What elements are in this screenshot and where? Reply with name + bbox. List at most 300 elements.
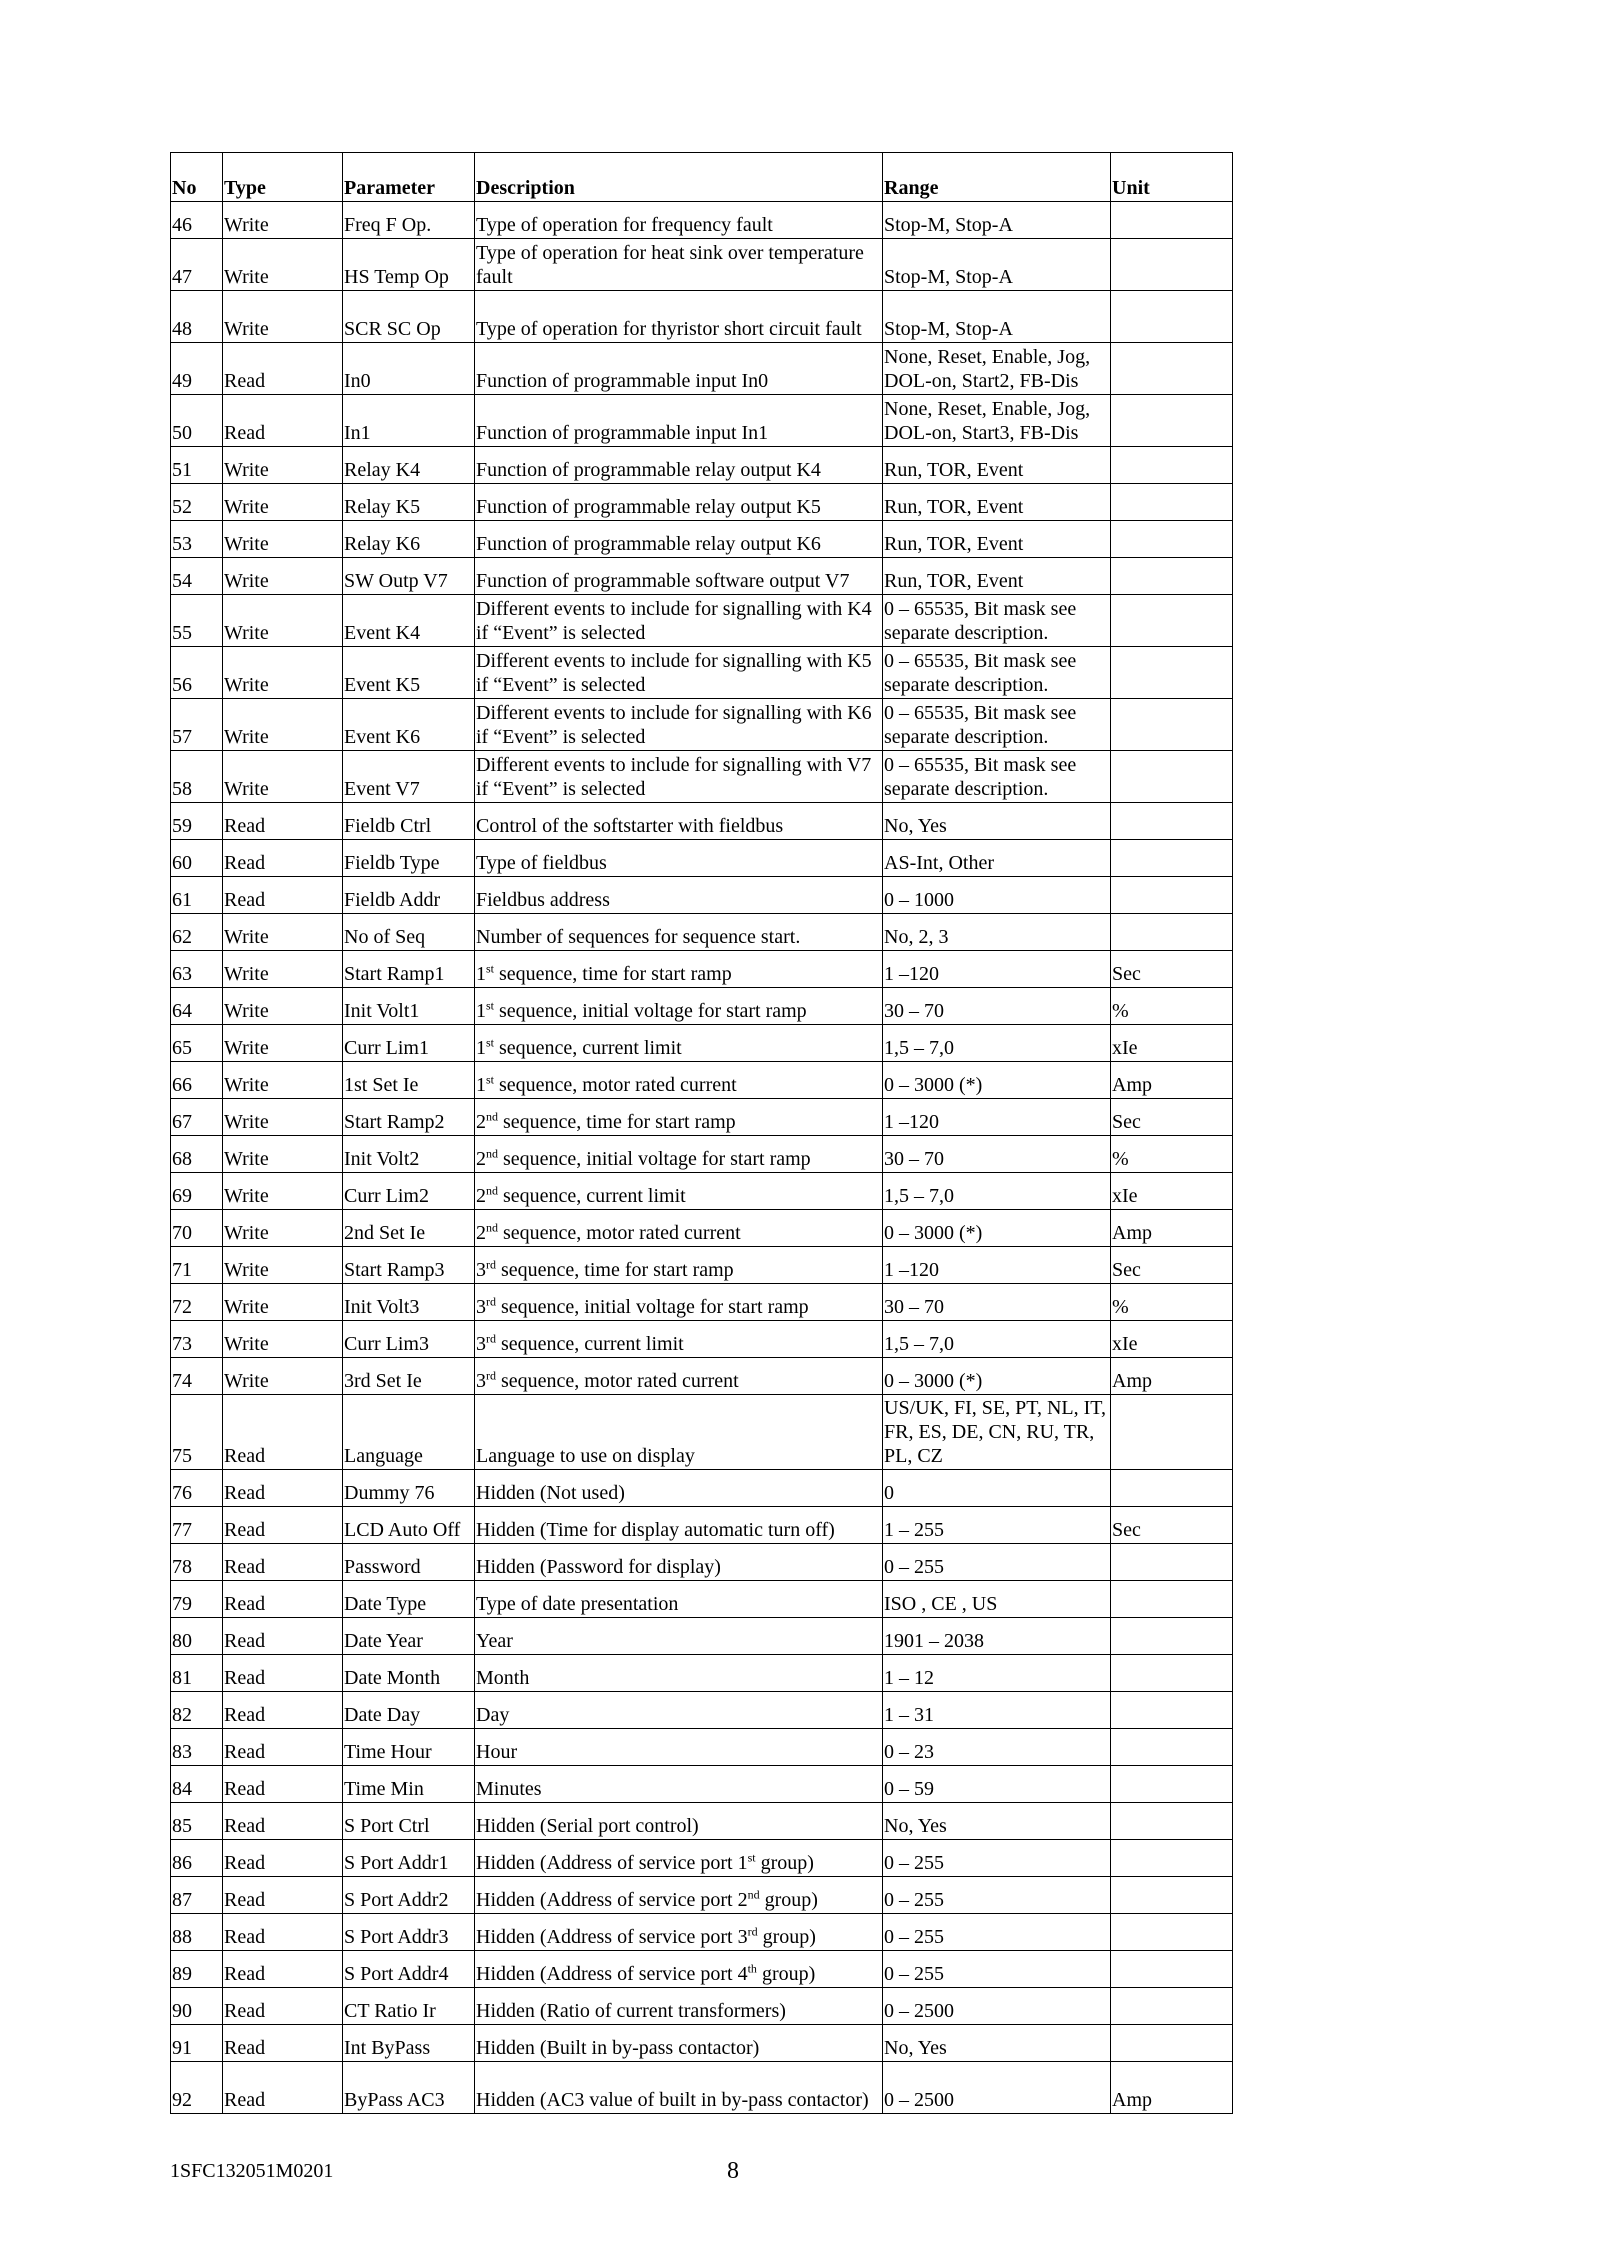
cell-range: 1 –120 bbox=[883, 1247, 1111, 1284]
cell-description: Hour bbox=[475, 1729, 883, 1766]
ordinal-suffix: st bbox=[486, 1072, 495, 1087]
cell-range: 0 – 255 bbox=[883, 1914, 1111, 1951]
cell-type: Read bbox=[223, 395, 343, 447]
cell-description bbox=[475, 1062, 883, 1099]
cell-description: Different events to include for signalling with K4 if “Event” is selected bbox=[475, 595, 883, 647]
ordinal-suffix: th bbox=[747, 1961, 757, 1976]
table-row bbox=[171, 1173, 1233, 1210]
cell-unit bbox=[1111, 343, 1233, 395]
cell-parameter: Fieldb Ctrl bbox=[343, 803, 475, 840]
cell-no: 53 bbox=[171, 521, 223, 558]
ordinal-suffix: nd bbox=[486, 1183, 498, 1198]
cell-type: Write bbox=[223, 1284, 343, 1321]
cell-type: Read bbox=[223, 2062, 343, 2114]
cell-parameter: Date Year bbox=[343, 1618, 475, 1655]
cell-range: 1,5 – 7,0 bbox=[883, 1321, 1111, 1358]
cell-unit: xIe bbox=[1111, 1173, 1233, 1210]
cell-type: Read bbox=[223, 1655, 343, 1692]
cell-unit: xIe bbox=[1111, 1025, 1233, 1062]
table-row bbox=[171, 1247, 1233, 1284]
table-row bbox=[171, 699, 1233, 751]
cell-unit bbox=[1111, 1988, 1233, 2025]
cell-unit bbox=[1111, 803, 1233, 840]
table-row bbox=[171, 395, 1233, 447]
table-row bbox=[171, 1840, 1233, 1877]
description-lead: 3 bbox=[476, 1370, 486, 1392]
cell-parameter: Init Volt2 bbox=[343, 1136, 475, 1173]
cell-no: 89 bbox=[171, 1951, 223, 1988]
description-lead: Hidden (Address of service port 1 bbox=[476, 1852, 748, 1874]
cell-no: 86 bbox=[171, 1840, 223, 1877]
cell-description: Type of operation for heat sink over temperature fault bbox=[475, 239, 883, 291]
cell-type: Read bbox=[223, 1766, 343, 1803]
cell-type: Read bbox=[223, 1877, 343, 1914]
cell-no: 71 bbox=[171, 1247, 223, 1284]
cell-no: 60 bbox=[171, 840, 223, 877]
cell-unit bbox=[1111, 1951, 1233, 1988]
cell-description bbox=[475, 1321, 883, 1358]
cell-no: 57 bbox=[171, 699, 223, 751]
table-row bbox=[171, 1284, 1233, 1321]
header-type: Type bbox=[223, 153, 343, 202]
cell-parameter: Language bbox=[343, 1395, 475, 1470]
cell-unit bbox=[1111, 1803, 1233, 1840]
description-lead: 3 bbox=[476, 1259, 486, 1281]
table-row bbox=[171, 1358, 1233, 1395]
cell-unit bbox=[1111, 1877, 1233, 1914]
cell-parameter: Start Ramp3 bbox=[343, 1247, 475, 1284]
cell-unit bbox=[1111, 699, 1233, 751]
cell-description bbox=[475, 1025, 883, 1062]
cell-range: 1901 – 2038 bbox=[883, 1618, 1111, 1655]
cell-range: Run, TOR, Event bbox=[883, 521, 1111, 558]
table-row bbox=[171, 239, 1233, 291]
cell-description: Hidden (AC3 value of built in by-pass contactor) bbox=[475, 2062, 883, 2114]
table-row bbox=[171, 484, 1233, 521]
cell-no: 78 bbox=[171, 1544, 223, 1581]
header-parameter: Parameter bbox=[343, 153, 475, 202]
cell-range: 0 – 255 bbox=[883, 1877, 1111, 1914]
page-number: 8 bbox=[727, 2158, 739, 2184]
description-text: sequence, current limit bbox=[494, 1037, 682, 1059]
cell-unit: Amp bbox=[1111, 1210, 1233, 1247]
cell-no: 91 bbox=[171, 2025, 223, 2062]
cell-parameter: Event K6 bbox=[343, 699, 475, 751]
cell-type: Read bbox=[223, 1618, 343, 1655]
cell-unit bbox=[1111, 202, 1233, 239]
table-row bbox=[171, 1507, 1233, 1544]
cell-range: No, Yes bbox=[883, 2025, 1111, 2062]
ordinal-suffix: rd bbox=[486, 1331, 496, 1346]
cell-unit: Sec bbox=[1111, 1247, 1233, 1284]
cell-parameter: LCD Auto Off bbox=[343, 1507, 475, 1544]
table-row bbox=[171, 1025, 1233, 1062]
cell-unit bbox=[1111, 1581, 1233, 1618]
table-row bbox=[171, 988, 1233, 1025]
cell-unit bbox=[1111, 1692, 1233, 1729]
cell-unit bbox=[1111, 2025, 1233, 2062]
cell-no: 76 bbox=[171, 1470, 223, 1507]
ordinal-suffix: rd bbox=[486, 1257, 496, 1272]
cell-description: Function of programmable software output V7 bbox=[475, 558, 883, 595]
description-text: sequence, current limit bbox=[496, 1333, 684, 1355]
table-row bbox=[171, 1877, 1233, 1914]
cell-parameter: Relay K5 bbox=[343, 484, 475, 521]
table-row bbox=[171, 447, 1233, 484]
cell-unit bbox=[1111, 239, 1233, 291]
table-row bbox=[171, 1581, 1233, 1618]
cell-unit bbox=[1111, 291, 1233, 343]
cell-unit bbox=[1111, 1395, 1233, 1470]
cell-description: Month bbox=[475, 1655, 883, 1692]
cell-range: Run, TOR, Event bbox=[883, 447, 1111, 484]
cell-description bbox=[475, 988, 883, 1025]
cell-type: Write bbox=[223, 595, 343, 647]
table-row bbox=[171, 1951, 1233, 1988]
cell-range: 0 – 255 bbox=[883, 1840, 1111, 1877]
cell-no: 47 bbox=[171, 239, 223, 291]
table-row bbox=[171, 914, 1233, 951]
cell-range: 0 – 65535, Bit mask see separate description. bbox=[883, 595, 1111, 647]
cell-type: Write bbox=[223, 202, 343, 239]
cell-type: Write bbox=[223, 1136, 343, 1173]
cell-description: Different events to include for signalling with K5 if “Event” is selected bbox=[475, 647, 883, 699]
ordinal-suffix: st bbox=[486, 1035, 495, 1050]
cell-no: 59 bbox=[171, 803, 223, 840]
cell-no: 56 bbox=[171, 647, 223, 699]
header-unit: Unit bbox=[1111, 153, 1233, 202]
cell-type: Read bbox=[223, 1951, 343, 1988]
cell-type: Write bbox=[223, 1247, 343, 1284]
cell-unit bbox=[1111, 647, 1233, 699]
cell-no: 84 bbox=[171, 1766, 223, 1803]
cell-range: 1,5 – 7,0 bbox=[883, 1173, 1111, 1210]
cell-no: 51 bbox=[171, 447, 223, 484]
cell-description bbox=[475, 1840, 883, 1877]
cell-parameter: Start Ramp1 bbox=[343, 951, 475, 988]
cell-no: 88 bbox=[171, 1914, 223, 1951]
cell-description: Different events to include for signalling with K6 if “Event” is selected bbox=[475, 699, 883, 751]
cell-range: 1 –120 bbox=[883, 1099, 1111, 1136]
table-row bbox=[171, 202, 1233, 239]
description-lead: 1 bbox=[476, 1037, 486, 1059]
cell-type: Read bbox=[223, 1729, 343, 1766]
ordinal-suffix: nd bbox=[486, 1220, 498, 1235]
table-row bbox=[171, 1136, 1233, 1173]
cell-no: 90 bbox=[171, 1988, 223, 2025]
ordinal-suffix: st bbox=[486, 998, 495, 1013]
cell-type: Write bbox=[223, 1210, 343, 1247]
cell-parameter: Start Ramp2 bbox=[343, 1099, 475, 1136]
cell-type: Write bbox=[223, 521, 343, 558]
cell-range: 1 – 12 bbox=[883, 1655, 1111, 1692]
cell-parameter: Event K5 bbox=[343, 647, 475, 699]
table-row bbox=[171, 1766, 1233, 1803]
description-text: sequence, initial voltage for start ramp bbox=[494, 1000, 807, 1022]
cell-type: Read bbox=[223, 1507, 343, 1544]
cell-description bbox=[475, 1914, 883, 1951]
cell-parameter: Fieldb Type bbox=[343, 840, 475, 877]
ordinal-suffix: nd bbox=[486, 1109, 498, 1124]
description-text: sequence, initial voltage for start ramp bbox=[498, 1148, 811, 1170]
cell-parameter: No of Seq bbox=[343, 914, 475, 951]
cell-parameter: HS Temp Op bbox=[343, 239, 475, 291]
cell-type: Read bbox=[223, 840, 343, 877]
cell-unit bbox=[1111, 877, 1233, 914]
cell-parameter: S Port Addr2 bbox=[343, 1877, 475, 1914]
cell-description: Type of operation for frequency fault bbox=[475, 202, 883, 239]
description-lead: 1 bbox=[476, 963, 486, 985]
cell-no: 63 bbox=[171, 951, 223, 988]
cell-range: US/UK, FI, SE, PT, NL, IT, FR, ES, DE, CN, RU, TR, PL, CZ bbox=[883, 1395, 1111, 1470]
cell-range: No, 2, 3 bbox=[883, 914, 1111, 951]
cell-unit bbox=[1111, 751, 1233, 803]
cell-description: Minutes bbox=[475, 1766, 883, 1803]
cell-range: None, Reset, Enable, Jog, DOL-on, Start2, FB-Dis bbox=[883, 343, 1111, 395]
cell-unit: Sec bbox=[1111, 1507, 1233, 1544]
cell-parameter: S Port Ctrl bbox=[343, 1803, 475, 1840]
cell-no: 62 bbox=[171, 914, 223, 951]
description-text: group) bbox=[756, 1963, 816, 1985]
cell-type: Write bbox=[223, 699, 343, 751]
cell-no: 70 bbox=[171, 1210, 223, 1247]
cell-unit: % bbox=[1111, 988, 1233, 1025]
table-row bbox=[171, 521, 1233, 558]
cell-unit bbox=[1111, 1766, 1233, 1803]
cell-unit bbox=[1111, 484, 1233, 521]
description-text: sequence, time for start ramp bbox=[498, 1111, 736, 1133]
cell-description bbox=[475, 1099, 883, 1136]
description-text: sequence, motor rated current bbox=[494, 1074, 737, 1096]
cell-type: Write bbox=[223, 914, 343, 951]
description-lead: 2 bbox=[476, 1148, 486, 1170]
cell-range: 0 – 255 bbox=[883, 1951, 1111, 1988]
cell-unit bbox=[1111, 1618, 1233, 1655]
cell-parameter: Fieldb Addr bbox=[343, 877, 475, 914]
cell-range: No, Yes bbox=[883, 803, 1111, 840]
cell-type: Read bbox=[223, 1470, 343, 1507]
cell-type: Write bbox=[223, 1358, 343, 1395]
cell-type: Write bbox=[223, 447, 343, 484]
cell-parameter: In1 bbox=[343, 395, 475, 447]
table-row bbox=[171, 1988, 1233, 2025]
table-row bbox=[171, 1321, 1233, 1358]
cell-no: 52 bbox=[171, 484, 223, 521]
cell-unit: Amp bbox=[1111, 1358, 1233, 1395]
cell-parameter: Date Day bbox=[343, 1692, 475, 1729]
table-row bbox=[171, 1914, 1233, 1951]
cell-parameter: Init Volt3 bbox=[343, 1284, 475, 1321]
cell-description: Function of programmable input In1 bbox=[475, 395, 883, 447]
cell-description: Function of programmable relay output K6 bbox=[475, 521, 883, 558]
cell-no: 66 bbox=[171, 1062, 223, 1099]
table-row bbox=[171, 951, 1233, 988]
cell-range: 0 – 65535, Bit mask see separate description. bbox=[883, 699, 1111, 751]
cell-parameter: In0 bbox=[343, 343, 475, 395]
cell-description bbox=[475, 1247, 883, 1284]
table-body bbox=[171, 202, 1233, 2114]
cell-range: 30 – 70 bbox=[883, 988, 1111, 1025]
cell-range: Run, TOR, Event bbox=[883, 484, 1111, 521]
table-row bbox=[171, 343, 1233, 395]
cell-range: 0 – 65535, Bit mask see separate description. bbox=[883, 647, 1111, 699]
cell-parameter: CT Ratio Ir bbox=[343, 1988, 475, 2025]
cell-range: ISO , CE , US bbox=[883, 1581, 1111, 1618]
cell-no: 46 bbox=[171, 202, 223, 239]
ordinal-suffix: rd bbox=[486, 1294, 496, 1309]
description-text: sequence, time for start ramp bbox=[494, 963, 732, 985]
cell-no: 61 bbox=[171, 877, 223, 914]
description-text: sequence, motor rated current bbox=[498, 1222, 741, 1244]
cell-parameter: Freq F Op. bbox=[343, 202, 475, 239]
cell-no: 72 bbox=[171, 1284, 223, 1321]
ordinal-suffix: st bbox=[486, 961, 495, 976]
cell-parameter: Date Month bbox=[343, 1655, 475, 1692]
description-lead: 1 bbox=[476, 1074, 486, 1096]
cell-description bbox=[475, 1136, 883, 1173]
cell-range: AS-Int, Other bbox=[883, 840, 1111, 877]
cell-range: 1 – 31 bbox=[883, 1692, 1111, 1729]
cell-range: 30 – 70 bbox=[883, 1136, 1111, 1173]
cell-type: Write bbox=[223, 751, 343, 803]
cell-no: 83 bbox=[171, 1729, 223, 1766]
description-lead: 3 bbox=[476, 1296, 486, 1318]
ordinal-suffix: st bbox=[747, 1850, 756, 1865]
cell-range: 0 – 3000 (*) bbox=[883, 1062, 1111, 1099]
cell-type: Read bbox=[223, 1544, 343, 1581]
cell-parameter: Time Min bbox=[343, 1766, 475, 1803]
cell-type: Read bbox=[223, 1395, 343, 1470]
cell-range: 1,5 – 7,0 bbox=[883, 1025, 1111, 1062]
description-lead: Hidden (Address of service port 4 bbox=[476, 1963, 748, 1985]
cell-no: 79 bbox=[171, 1581, 223, 1618]
cell-no: 82 bbox=[171, 1692, 223, 1729]
cell-no: 69 bbox=[171, 1173, 223, 1210]
description-lead: 2 bbox=[476, 1222, 486, 1244]
cell-unit bbox=[1111, 447, 1233, 484]
cell-type: Read bbox=[223, 1988, 343, 2025]
cell-no: 87 bbox=[171, 1877, 223, 1914]
cell-parameter: SCR SC Op bbox=[343, 291, 475, 343]
cell-no: 68 bbox=[171, 1136, 223, 1173]
description-text: sequence, initial voltage for start ramp bbox=[496, 1296, 809, 1318]
table-row bbox=[171, 2025, 1233, 2062]
cell-no: 73 bbox=[171, 1321, 223, 1358]
cell-no: 92 bbox=[171, 2062, 223, 2114]
table-row bbox=[171, 1395, 1233, 1470]
cell-parameter: Init Volt1 bbox=[343, 988, 475, 1025]
cell-type: Read bbox=[223, 1840, 343, 1877]
cell-range: 0 – 255 bbox=[883, 1544, 1111, 1581]
cell-unit: Sec bbox=[1111, 951, 1233, 988]
cell-type: Write bbox=[223, 988, 343, 1025]
document-id: 1SFC132051M0201 bbox=[170, 2160, 334, 2182]
cell-parameter: 1st Set Ie bbox=[343, 1062, 475, 1099]
cell-description bbox=[475, 951, 883, 988]
cell-range: No, Yes bbox=[883, 1803, 1111, 1840]
cell-unit bbox=[1111, 914, 1233, 951]
cell-unit bbox=[1111, 1840, 1233, 1877]
description-text: sequence, time for start ramp bbox=[496, 1259, 734, 1281]
cell-no: 75 bbox=[171, 1395, 223, 1470]
cell-no: 80 bbox=[171, 1618, 223, 1655]
cell-type: Read bbox=[223, 1914, 343, 1951]
description-text: sequence, current limit bbox=[498, 1185, 686, 1207]
cell-parameter: Curr Lim3 bbox=[343, 1321, 475, 1358]
cell-description: Day bbox=[475, 1692, 883, 1729]
cell-type: Write bbox=[223, 951, 343, 988]
cell-range: 0 – 23 bbox=[883, 1729, 1111, 1766]
cell-description: Hidden (Not used) bbox=[475, 1470, 883, 1507]
cell-description: Type of fieldbus bbox=[475, 840, 883, 877]
cell-no: 74 bbox=[171, 1358, 223, 1395]
cell-type: Write bbox=[223, 1025, 343, 1062]
cell-unit: % bbox=[1111, 1284, 1233, 1321]
description-text: sequence, motor rated current bbox=[496, 1370, 739, 1392]
cell-range: 0 – 2500 bbox=[883, 2062, 1111, 2114]
cell-parameter: Relay K6 bbox=[343, 521, 475, 558]
cell-description: Hidden (Password for display) bbox=[475, 1544, 883, 1581]
cell-unit bbox=[1111, 1729, 1233, 1766]
cell-description: Function of programmable input In0 bbox=[475, 343, 883, 395]
cell-type: Write bbox=[223, 291, 343, 343]
cell-type: Read bbox=[223, 803, 343, 840]
cell-type: Read bbox=[223, 877, 343, 914]
cell-description: Hidden (Ratio of current transformers) bbox=[475, 1988, 883, 2025]
table-row bbox=[171, 1692, 1233, 1729]
table-row bbox=[171, 1655, 1233, 1692]
cell-description bbox=[475, 1210, 883, 1247]
description-lead: 2 bbox=[476, 1111, 486, 1133]
cell-range: 0 – 2500 bbox=[883, 1988, 1111, 2025]
table-row bbox=[171, 803, 1233, 840]
header-range: Range bbox=[883, 153, 1111, 202]
cell-parameter: Event K4 bbox=[343, 595, 475, 647]
cell-no: 50 bbox=[171, 395, 223, 447]
cell-parameter: 2nd Set Ie bbox=[343, 1210, 475, 1247]
table-row bbox=[171, 1803, 1233, 1840]
cell-range: 30 – 70 bbox=[883, 1284, 1111, 1321]
cell-type: Write bbox=[223, 484, 343, 521]
cell-parameter: Event V7 bbox=[343, 751, 475, 803]
cell-no: 65 bbox=[171, 1025, 223, 1062]
cell-unit bbox=[1111, 840, 1233, 877]
ordinal-suffix: rd bbox=[486, 1368, 496, 1383]
cell-parameter: Curr Lim2 bbox=[343, 1173, 475, 1210]
cell-parameter: Dummy 76 bbox=[343, 1470, 475, 1507]
cell-no: 81 bbox=[171, 1655, 223, 1692]
cell-description: Hidden (Built in by-pass contactor) bbox=[475, 2025, 883, 2062]
cell-type: Read bbox=[223, 2025, 343, 2062]
cell-unit bbox=[1111, 1470, 1233, 1507]
cell-unit: % bbox=[1111, 1136, 1233, 1173]
description-text: group) bbox=[757, 1926, 816, 1948]
cell-description: Function of programmable relay output K4 bbox=[475, 447, 883, 484]
cell-unit bbox=[1111, 558, 1233, 595]
header-no: No bbox=[171, 153, 223, 202]
cell-type: Write bbox=[223, 239, 343, 291]
table-row bbox=[171, 1544, 1233, 1581]
cell-range: 0 – 65535, Bit mask see separate description. bbox=[883, 751, 1111, 803]
cell-parameter: SW Outp V7 bbox=[343, 558, 475, 595]
description-lead: Hidden (Address of service port 3 bbox=[476, 1926, 748, 1948]
cell-description: Language to use on display bbox=[475, 1395, 883, 1470]
cell-parameter: Relay K4 bbox=[343, 447, 475, 484]
cell-description: Control of the softstarter with fieldbus bbox=[475, 803, 883, 840]
cell-unit: Amp bbox=[1111, 1062, 1233, 1099]
cell-type: Read bbox=[223, 1803, 343, 1840]
cell-type: Read bbox=[223, 1581, 343, 1618]
